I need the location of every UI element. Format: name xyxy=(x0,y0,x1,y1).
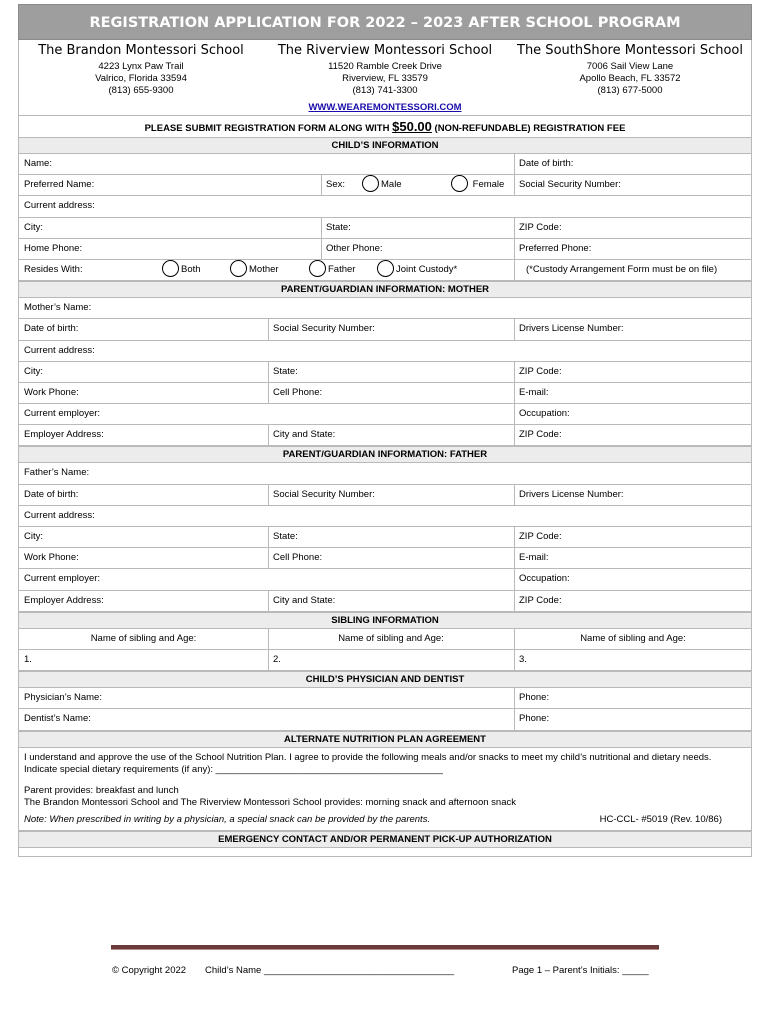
father-email-field[interactable]: E-mail: xyxy=(519,552,549,564)
mother-label: Mother xyxy=(249,263,279,275)
child-address-field[interactable]: Current address: xyxy=(24,200,95,212)
parent-provides-text: Parent provides: breakfast and lunch xyxy=(24,784,179,796)
mother-employer-field[interactable]: Current employer: xyxy=(24,408,101,420)
school-list xyxy=(18,40,752,97)
sibling-header-row xyxy=(18,629,752,650)
website-row xyxy=(18,97,752,115)
sex-female-option[interactable] xyxy=(446,175,504,195)
father-zip-field[interactable]: ZIP Code: xyxy=(519,531,562,542)
father-employer-city-state-field[interactable]: City and State: xyxy=(273,594,336,606)
father-employer-zip-field[interactable]: ZIP Code: xyxy=(519,594,562,606)
mother-employer-zip-field[interactable]: ZIP Code: xyxy=(519,429,562,441)
mother-city-field[interactable]: City: xyxy=(24,365,43,377)
form-code: HC-CCL- #5019 (Rev. 10/86) xyxy=(599,813,722,825)
father-ssn-field[interactable]: Social Security Number: xyxy=(273,488,375,500)
school-name: The SouthShore Montessori School xyxy=(517,43,743,58)
sibling-entry-row xyxy=(18,650,752,671)
form-title: REGISTRATION APPLICATION FOR 2022 – 2023 AFTER SCHOOL PROGRAM xyxy=(18,4,752,40)
mother-cell-phone-field[interactable]: Cell Phone: xyxy=(273,386,323,398)
emergency-contact-area xyxy=(18,848,752,857)
physician-row xyxy=(18,688,752,709)
school-address: 4223 Lynx Paw Trail xyxy=(98,61,184,72)
child-dob-field[interactable]: Date of birth: xyxy=(519,158,574,169)
child-city-field[interactable]: City: xyxy=(24,221,43,233)
mother-city-row xyxy=(18,362,752,383)
mother-employer-address-field[interactable]: Employer Address: xyxy=(24,429,104,441)
school-name: The Riverview Montessori School xyxy=(277,43,493,58)
sibling-col-label: Name of sibling and Age: xyxy=(580,632,686,644)
school-name: The Brandon Montessori School xyxy=(38,43,244,58)
resides-father-option[interactable] xyxy=(304,260,355,280)
dentist-name-field[interactable]: Dentist’s Name: xyxy=(24,713,91,725)
father-address-row xyxy=(18,506,752,527)
father-state-field[interactable]: State: xyxy=(273,531,298,542)
section-father-info: PARENT/GUARDIAN INFORMATION: FATHER xyxy=(18,446,752,463)
father-city-row xyxy=(18,527,752,548)
school-address: 7006 Sail View Lane xyxy=(586,61,674,72)
school-phone: (813) 741-3300 xyxy=(352,85,418,96)
section-sibling-info: SIBLING INFORMATION xyxy=(18,612,752,629)
resides-joint-option[interactable] xyxy=(372,260,457,280)
child-ssn-field[interactable]: Social Security Number: xyxy=(519,179,621,191)
father-work-phone-field[interactable]: Work Phone: xyxy=(24,552,79,564)
father-cell-phone-field[interactable]: Cell Phone: xyxy=(273,552,323,564)
radio-button[interactable] xyxy=(230,260,247,277)
father-occupation-field[interactable]: Occupation: xyxy=(519,573,570,585)
radio-button[interactable] xyxy=(451,175,468,192)
mother-address-field[interactable]: Current address: xyxy=(24,344,95,356)
divider xyxy=(514,260,515,280)
mother-work-phone-field[interactable]: Work Phone: xyxy=(24,386,79,398)
resides-both-option[interactable] xyxy=(157,260,201,280)
father-license-field[interactable]: Drivers License Number: xyxy=(519,488,624,500)
footer-divider xyxy=(111,945,659,950)
both-label: Both xyxy=(181,263,201,275)
child-preferred-row xyxy=(18,175,752,196)
school-city: Riverview, FL 33579 xyxy=(342,73,428,84)
mother-address-row xyxy=(18,341,752,362)
mother-employer-row xyxy=(18,404,752,425)
dentist-phone-field[interactable]: Phone: xyxy=(519,713,550,725)
father-employer-field[interactable]: Current employer: xyxy=(24,573,101,585)
father-name-field[interactable]: Father’s Name: xyxy=(24,467,90,479)
child-address-row xyxy=(18,196,752,217)
mother-name-field[interactable]: Mother’s Name: xyxy=(24,302,92,314)
section-child-info: CHILD’S INFORMATION xyxy=(18,137,752,154)
custody-note: (*Custody Arrangement Form must be on file) xyxy=(526,263,718,275)
dentist-row xyxy=(18,709,752,730)
male-label: Male xyxy=(381,179,402,191)
mother-employer-city-state-field[interactable]: City and State: xyxy=(273,429,336,441)
father-phone-row xyxy=(18,548,752,569)
father-dob-field[interactable]: Date of birth: xyxy=(24,488,79,500)
mother-state-field[interactable]: State: xyxy=(273,365,298,377)
mother-name-row xyxy=(18,298,752,319)
copyright-text: © Copyright 2022 xyxy=(112,965,187,976)
school-phone: (813) 677-5000 xyxy=(597,85,663,96)
radio-button[interactable] xyxy=(162,260,179,277)
father-address-field[interactable]: Current address: xyxy=(24,509,95,521)
sibling-col-label: Name of sibling and Age: xyxy=(338,632,444,644)
sibling-1-field[interactable]: 1. xyxy=(24,653,32,665)
nutrition-note: Note: When prescribed in writing by a physician, a special snack can be provided by the parents. xyxy=(24,813,431,825)
sibling-3-field[interactable]: 3. xyxy=(519,653,527,665)
sibling-col-label: Name of sibling and Age: xyxy=(90,632,197,644)
childs-name-footer-field[interactable]: Child’s Name ____________________________________ xyxy=(205,965,455,976)
mother-license-field[interactable]: Drivers License Number: xyxy=(519,323,624,335)
other-phone-field[interactable]: Other Phone: xyxy=(326,242,383,254)
fee-suffix: (NON-REFUNDABLE) REGISTRATION FEE xyxy=(431,123,626,134)
child-state-field[interactable]: State: xyxy=(326,221,351,233)
preferred-name-field[interactable]: Preferred Name: xyxy=(24,179,95,191)
physician-phone-field[interactable]: Phone: xyxy=(519,692,550,704)
father-city-field[interactable]: City: xyxy=(24,531,43,542)
physician-name-field[interactable]: Physician’s Name: xyxy=(24,692,102,704)
nutrition-paragraph: I understand and approve the use of the School Nutrition Plan. I agree to provide the following meals and/or snacks to meet my child’s nutritional and dietary needs. Indicate special dietary requirements (if any): ___________________________________________ xyxy=(24,751,712,775)
mother-ssn-field[interactable]: Social Security Number: xyxy=(273,323,375,335)
father-label: Father xyxy=(328,263,356,275)
mother-occupation-field[interactable]: Occupation: xyxy=(519,408,570,420)
school-brandon xyxy=(19,40,263,97)
fee-notice xyxy=(18,115,752,137)
preferred-phone-field[interactable]: Preferred Phone: xyxy=(519,242,592,254)
father-dob-row xyxy=(18,485,752,506)
radio-button[interactable] xyxy=(377,260,394,277)
radio-button[interactable] xyxy=(362,175,379,192)
mother-employer-address-row xyxy=(18,425,752,446)
sex-label: Sex: xyxy=(326,179,346,191)
section-emergency-contact: EMERGENCY CONTACT AND/OR PERMANENT PICK-UP AUTHORIZATION xyxy=(18,831,752,848)
registration-form xyxy=(18,4,752,857)
female-label: Female xyxy=(472,179,505,191)
school-city: Apollo Beach, FL 33572 xyxy=(579,73,681,84)
nutrition-note-row xyxy=(24,814,746,830)
mother-dob-field[interactable]: Date of birth: xyxy=(24,323,79,335)
home-phone-field[interactable]: Home Phone: xyxy=(24,242,83,254)
child-city-row xyxy=(18,218,752,239)
resides-with-label: Resides With: xyxy=(24,263,83,275)
resides-with-row xyxy=(18,260,752,281)
child-name-field[interactable]: Name: xyxy=(24,158,52,169)
school-southshore xyxy=(507,40,753,97)
section-mother-info: PARENT/GUARDIAN INFORMATION: MOTHER xyxy=(18,281,752,298)
father-employer-row xyxy=(18,569,752,590)
fee-prefix: PLEASE SUBMIT REGISTRATION FORM ALONG WITH xyxy=(144,123,393,134)
page-initials-field[interactable]: Page 1 – Parent’s Initials: _____ xyxy=(512,965,649,976)
school-provides-text: The Brandon Montessori School and The Riverview Montessori School provides: morning snack and afternoon snack xyxy=(24,797,516,808)
father-employer-address-row xyxy=(18,591,752,612)
father-employer-address-field[interactable]: Employer Address: xyxy=(24,594,104,606)
sex-male-option[interactable] xyxy=(357,175,402,195)
nutrition-agreement xyxy=(18,748,752,831)
mother-zip-field[interactable]: ZIP Code: xyxy=(519,365,562,377)
mother-dob-row xyxy=(18,319,752,340)
child-zip-field[interactable]: ZIP Code: xyxy=(519,221,562,233)
section-physician-info: CHILD’S PHYSICIAN AND DENTIST xyxy=(18,671,752,688)
sibling-2-field[interactable]: 2. xyxy=(273,653,281,665)
child-name-row xyxy=(18,154,752,175)
mother-phone-row xyxy=(18,383,752,404)
joint-label: Joint Custody* xyxy=(396,263,458,275)
child-phone-row xyxy=(18,239,752,260)
school-address: 11520 Ramble Creek Drive xyxy=(328,61,442,72)
radio-button[interactable] xyxy=(309,260,326,277)
resides-mother-option[interactable] xyxy=(225,260,279,280)
website-link[interactable]: WWW.WEAREMONTESSORI.COM xyxy=(308,102,462,113)
school-phone: (813) 655-9300 xyxy=(108,85,174,96)
school-city: Valrico, Florida 33594 xyxy=(95,73,187,84)
mother-email-field[interactable]: E-mail: xyxy=(519,386,549,398)
fee-amount: $50.00 xyxy=(392,119,432,134)
school-riverview xyxy=(263,40,507,97)
father-name-row xyxy=(18,463,752,484)
section-nutrition-plan: ALTERNATE NUTRITION PLAN AGREEMENT xyxy=(18,731,752,748)
